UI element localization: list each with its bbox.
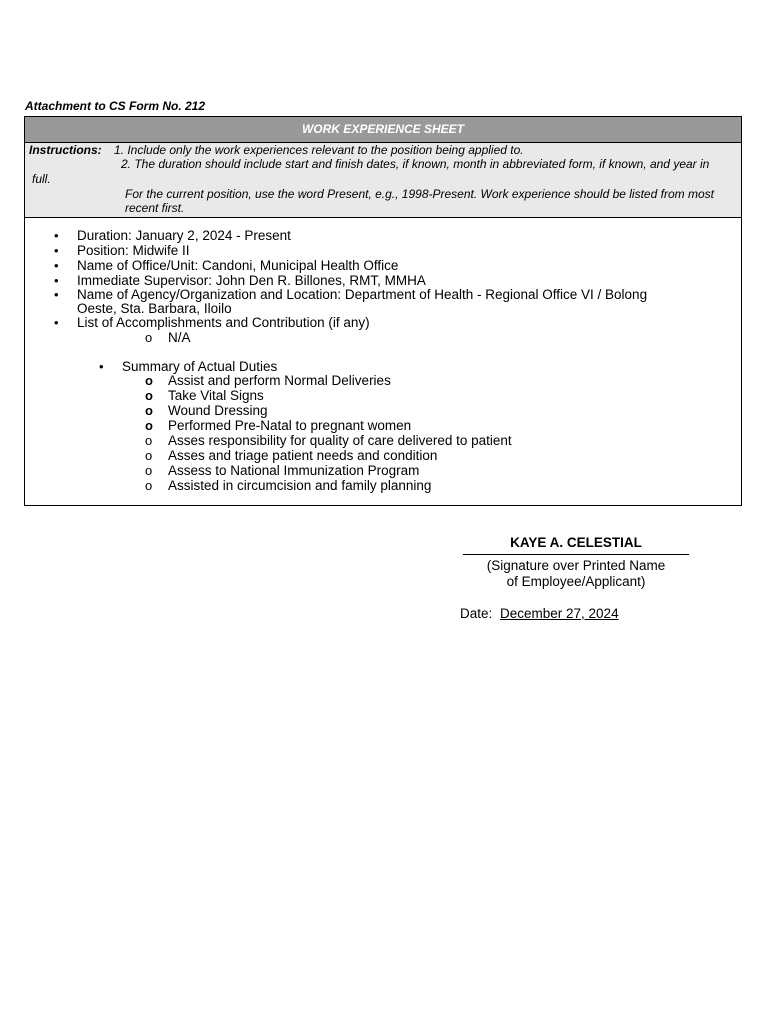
circle-bullet-icon: o xyxy=(145,330,153,345)
bullet-icon: • xyxy=(54,273,59,288)
circle-bullet-icon: o xyxy=(145,373,153,388)
date-label: Date: xyxy=(460,606,493,621)
signature-caption xyxy=(463,558,689,590)
duty-item: Assist and perform Normal Deliveries xyxy=(168,373,391,388)
agency-text-line1: Name of Agency/Organization and Location: Department of Health - Regional Office VI / Bolong xyxy=(77,287,648,302)
bullet-icon: • xyxy=(54,315,59,330)
work-experience-sheet xyxy=(24,116,742,506)
signature-caption-line2: of Employee/Applicant) xyxy=(506,574,646,589)
signature-caption-line1: (Signature over Printed Name xyxy=(486,558,666,573)
instruction-line-2b: full. xyxy=(32,172,51,186)
office-text: Name of Office/Unit: Candoni, Municipal Health Office xyxy=(77,258,399,273)
duty-item: Take Vital Signs xyxy=(168,388,264,403)
position-text: Position: Midwife II xyxy=(77,243,190,258)
circle-bullet-icon: o xyxy=(145,448,153,463)
sheet-title: WORK EXPERIENCE SHEET xyxy=(25,117,741,143)
experience-details xyxy=(25,218,741,505)
attachment-label: Attachment to CS Form No. 212 xyxy=(25,99,206,113)
supervisor-text: Immediate Supervisor: John Den R. Billones, RMT, MMHA xyxy=(77,273,426,288)
circle-bullet-icon: o xyxy=(145,403,153,418)
instruction-line-2a: 2. The duration should include start and finish dates, if known, month in abbreviated form, if known, and year in xyxy=(121,157,710,171)
agency-text-line2: Oeste, Sta. Barbara, Iloilo xyxy=(77,301,232,316)
circle-bullet-icon: o xyxy=(145,433,153,448)
date-value: December 27, 2024 xyxy=(500,606,619,621)
duty-item: Assisted in circumcision and family planning xyxy=(168,478,432,493)
bullet-icon: • xyxy=(54,258,59,273)
accomplishments-text: List of Accomplishments and Contribution (if any) xyxy=(77,315,370,330)
duties-heading: Summary of Actual Duties xyxy=(122,359,278,374)
signature-line xyxy=(463,554,689,555)
circle-bullet-icon: o xyxy=(145,478,153,493)
circle-bullet-icon: o xyxy=(145,388,153,403)
instruction-line-1: 1. Include only the work experiences relevant to the position being applied to. xyxy=(114,143,524,157)
circle-bullet-icon: o xyxy=(145,463,153,478)
instructions-panel xyxy=(25,143,741,218)
instructions-label: Instructions: xyxy=(29,143,102,157)
instruction-line-3b: recent first. xyxy=(125,201,185,215)
duty-item: Asses responsibility for quality of care delivered to patient xyxy=(168,433,512,448)
bullet-icon: • xyxy=(99,359,104,374)
bullet-icon: • xyxy=(54,228,59,243)
applicant-name: KAYE A. CELESTIAL xyxy=(510,535,642,550)
duty-item: Assess to National Immunization Program xyxy=(168,463,420,478)
bullet-icon: • xyxy=(54,287,59,302)
duration-text: Duration: January 2, 2024 - Present xyxy=(77,228,291,243)
instruction-line-3a: For the current position, use the word Present, e.g., 1998-Present. Work experience should be listed from most xyxy=(125,187,714,201)
circle-bullet-icon: o xyxy=(145,418,153,433)
accomplishment-item: N/A xyxy=(168,330,191,345)
bullet-icon: • xyxy=(54,243,59,258)
duty-item: Wound Dressing xyxy=(168,403,268,418)
duty-item: Performed Pre-Natal to pregnant women xyxy=(168,418,412,433)
duty-item: Asses and triage patient needs and condition xyxy=(168,448,438,463)
